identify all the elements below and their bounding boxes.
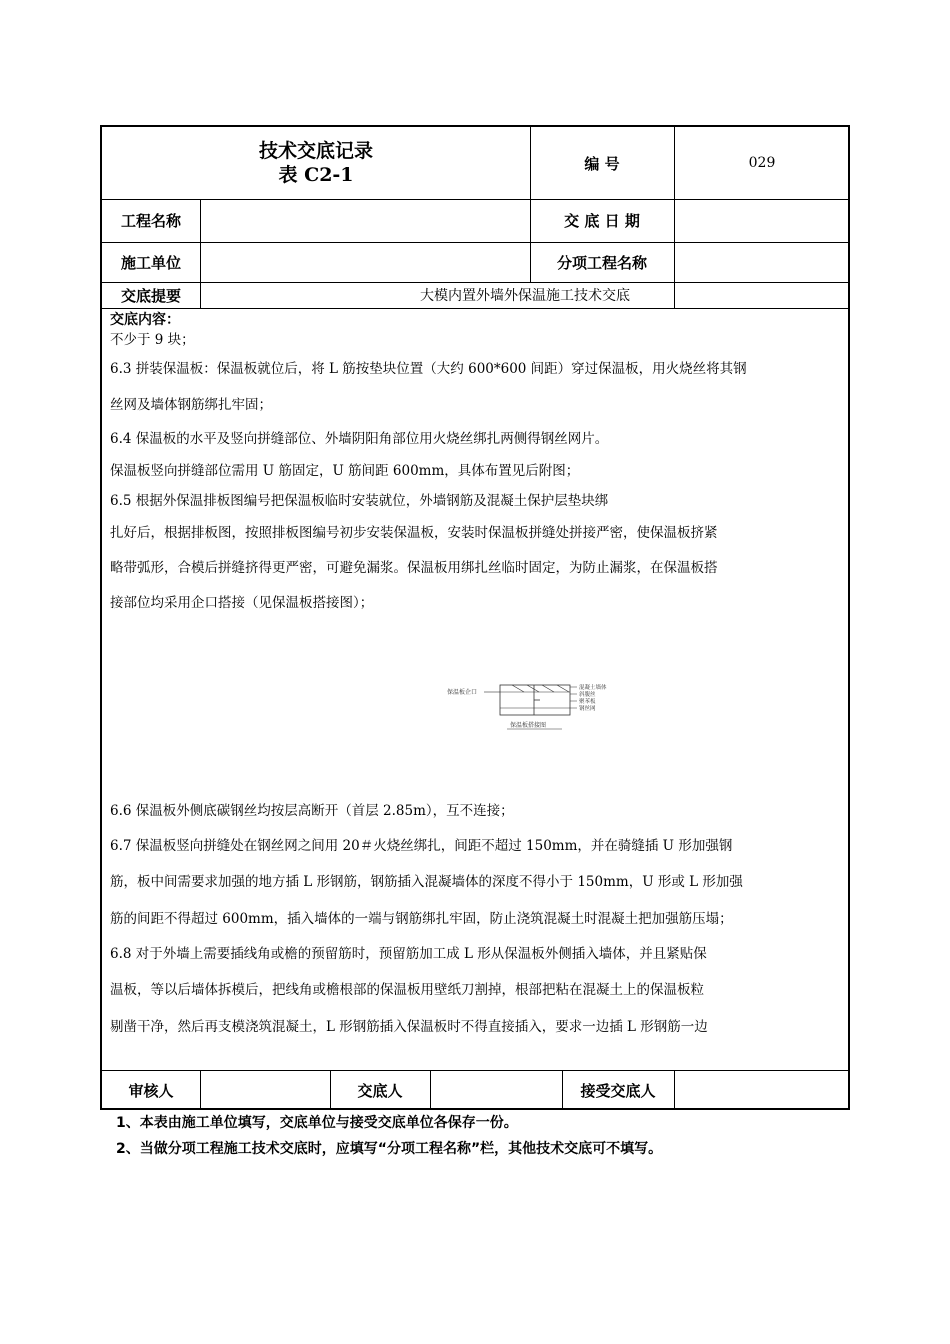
number-value[interactable]: 029 bbox=[748, 155, 776, 171]
diagonal-wire bbox=[512, 685, 524, 692]
reviewer-field[interactable] bbox=[200, 1070, 330, 1110]
content-paragraphs-bottom bbox=[110, 793, 840, 1045]
receiver-field[interactable] bbox=[674, 1070, 850, 1110]
content-line: 保温板竖向拼缝部位需用 U 筋固定，U 筋间距 600mm，具体布置见后附图； bbox=[110, 463, 580, 479]
subproject-label: 分项工程名称 bbox=[556, 253, 647, 272]
content-line: 不少于 9 块； bbox=[110, 332, 195, 348]
summary-value[interactable]: 大模内置外墙外保温施工技术交底 bbox=[420, 288, 630, 304]
content-line: 剔凿干净，然后再支模浇筑混凝土，L 形钢筋插入保温板时不得直接插入，要求一边插 L 形钢筋一边 bbox=[110, 1019, 708, 1035]
project-name-field[interactable] bbox=[200, 199, 530, 242]
content-heading: 交底内容： bbox=[110, 312, 180, 328]
content-line: 筋，板中间需要求加强的地方插 L 形钢筋，钢筋插入混凝墙体的深度不得小于 150mm，U 形或 L 形加强 bbox=[110, 874, 743, 890]
content-paragraphs-top bbox=[110, 330, 840, 620]
diagram-label-diagonal-wire: 斜腹丝 bbox=[579, 692, 596, 698]
diagram-label-mesh: 钢丝网 bbox=[579, 706, 596, 712]
content-line: 6.4 保温板的水平及竖向拼缝部位、外墙阴阳角部位用火烧丝绑扎两侧得钢丝网片。 bbox=[110, 431, 609, 447]
form-title-block bbox=[102, 127, 530, 199]
content-line: 6.8 对于外墙上需要插线角或檐的预留筋时，预留筋加工成 L 形从保温板外侧插入墙体，并且紧贴保 bbox=[110, 946, 707, 962]
diagram-label-wall: 混凝土墙体 bbox=[579, 685, 607, 691]
receiver-label: 接受交底人 bbox=[580, 1081, 656, 1100]
content-line: 筋的间距不得超过 600mm，插入墙体的一端与钢筋绑扎牢固，防止浇筑混凝土时混凝土把加强筋压塌； bbox=[110, 911, 733, 927]
form-title: 技术交底记录 bbox=[258, 140, 373, 162]
date-label: 交 底 日 期 bbox=[564, 212, 640, 230]
content-line: 6.7 保温板竖向拼缝处在钢丝网之间用 20＃火烧丝绑扎，间距不超过 150mm，并在骑缝插 U 形加强钢 bbox=[110, 838, 733, 854]
content-line: 丝网及墙体钢筋绑扎牢固； bbox=[110, 397, 272, 413]
summary-label: 交底提要 bbox=[120, 286, 181, 305]
unit-label: 施工单位 bbox=[120, 253, 181, 272]
project-name-label: 工程名称 bbox=[120, 212, 181, 230]
content-line: 接部位均采用企口搭接（见保温板搭接图）； bbox=[110, 595, 374, 611]
discloser-label: 交底人 bbox=[357, 1081, 403, 1100]
diagram-caption: 保温板搭接图 bbox=[510, 722, 547, 729]
diagram-label-eps-board: 聚苯板 bbox=[579, 699, 596, 705]
disclosure-record-form bbox=[100, 125, 850, 1110]
diagonal-wire bbox=[527, 685, 539, 692]
content-area-bottom bbox=[110, 793, 840, 1045]
subproject-field[interactable] bbox=[674, 242, 850, 282]
footnote-1: 1、本表由施工单位填写，交底单位与接受交底单位各保存一份。 bbox=[116, 1115, 518, 1131]
content-line: 温板，等以后墙体拆模后，把线角或檐根部的保温板用壁纸刀割掉，根部把粘在混凝土上的保温板粒 bbox=[110, 982, 704, 998]
content-line: 扎好后，根据排板图，按照排板图编号初步安装保温板，安装时保温板拼缝处拼接严密，使保温板挤紧 bbox=[110, 525, 718, 541]
form-code: 表 C2-1 bbox=[278, 164, 354, 186]
diagonal-wire bbox=[557, 685, 569, 692]
date-field[interactable] bbox=[674, 199, 850, 242]
content-line: 略带弧形，合模后拼缝挤得更严密，可避免漏浆。保温板用绑扎丝临时固定，为防止漏浆，在保温板搭 bbox=[110, 560, 718, 576]
footnote-2: 2、当做分项工程施工技术交底时，应填写“分项工程名称”栏，其他技术交底可不填写。 bbox=[116, 1141, 663, 1157]
discloser-field[interactable] bbox=[430, 1070, 562, 1110]
number-label: 编 号 bbox=[584, 154, 620, 173]
content-line: 6.6 保温板外侧底碳钢丝均按层高断开（首层 2.85m），互不连接； bbox=[110, 803, 514, 819]
unit-field[interactable] bbox=[200, 242, 530, 282]
diagram-label-tongue: 保温板企口 bbox=[447, 689, 478, 696]
reviewer-label: 审核人 bbox=[128, 1081, 174, 1100]
content-area bbox=[110, 310, 840, 620]
row-divider bbox=[102, 308, 848, 309]
diagonal-wire bbox=[542, 685, 554, 692]
content-line: 6.5 根据外保温排板图编号把保温板临时安装就位，外墙钢筋及混凝土保护层垫块绑 bbox=[110, 493, 609, 509]
content-line: 6.3 拼装保温板：保温板就位后，将 L 筋按垫块位置（大约 600*600 间距）穿过保温板，用火烧丝将其钢 bbox=[110, 361, 747, 377]
lap-joint-diagram bbox=[432, 675, 642, 735]
